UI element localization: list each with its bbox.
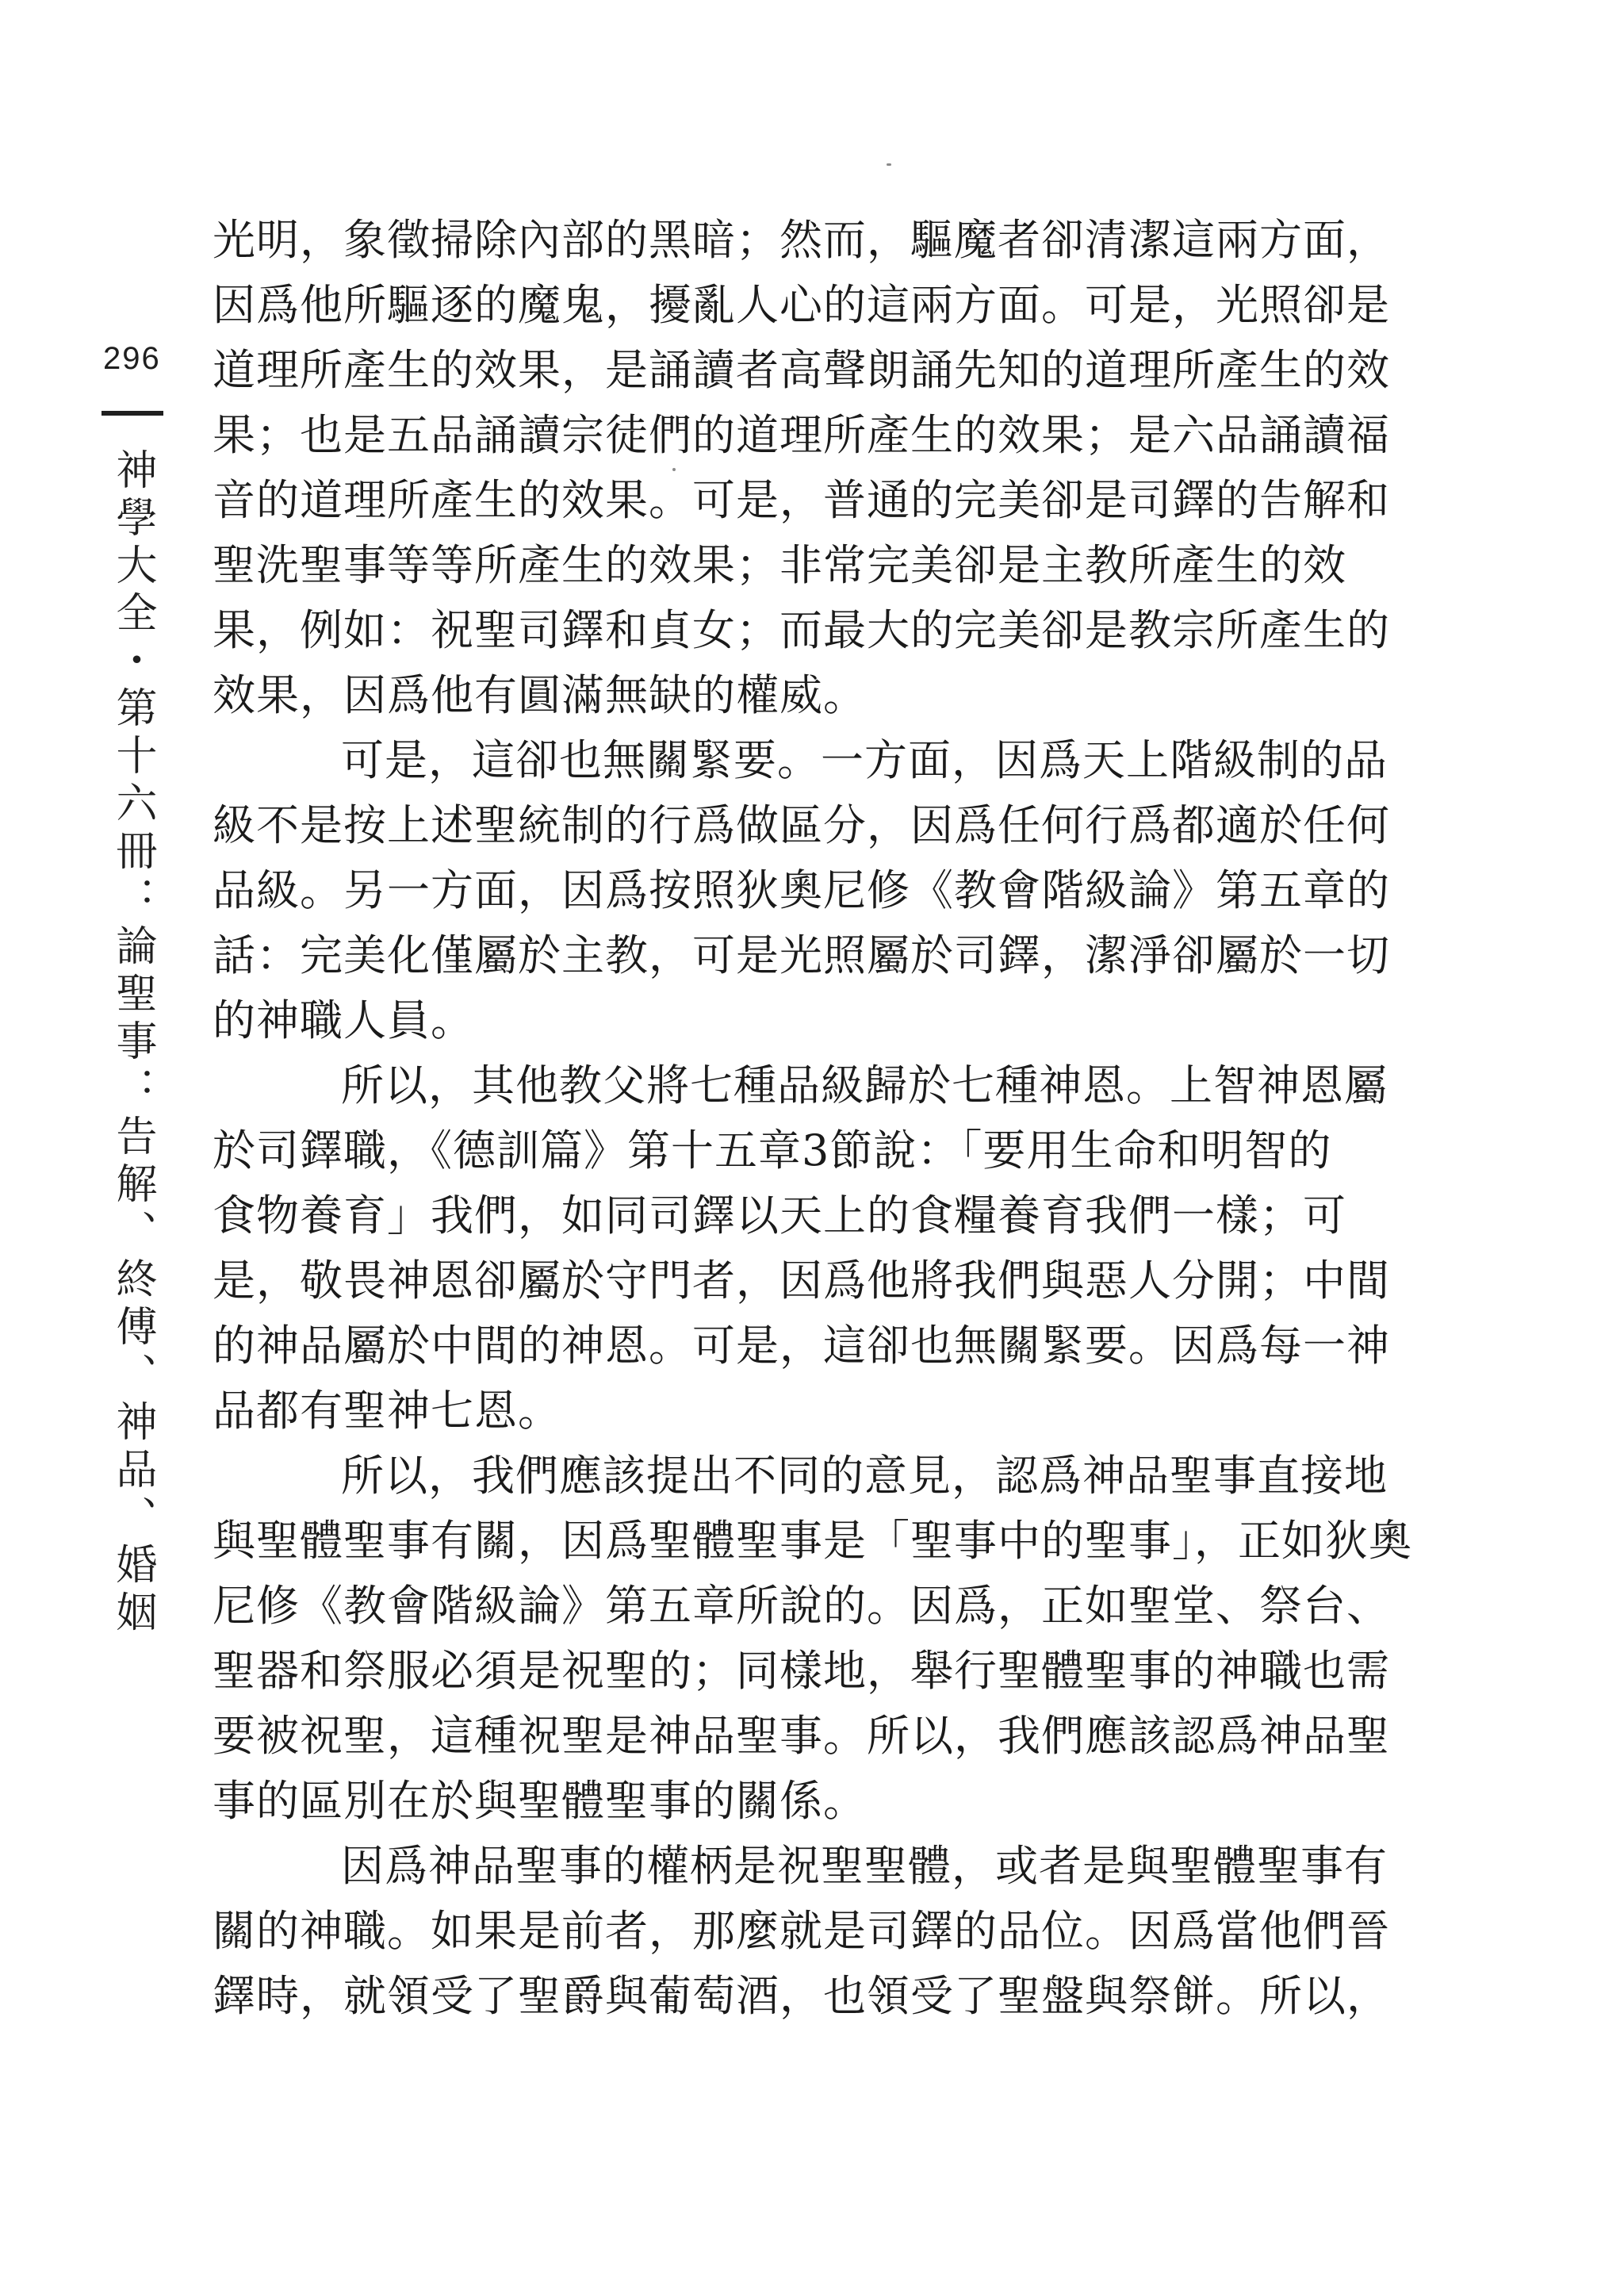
paragraph <box>213 1053 1390 1444</box>
text-line: 食物養育」我們，如同司鐸以天上的食糧養育我們一樣；可 <box>213 1191 1346 1240</box>
text-line: 品都有聖神七恩。 <box>213 1386 561 1436</box>
text-line: 尼修《教會階級論》第五章所說的。因爲，正如聖堂、祭台、 <box>213 1581 1390 1631</box>
running-title: 神學大全・第十六冊：論聖事：告解、終傅、神品、婚姻 <box>109 448 156 1638</box>
text-line: 聖器和祭服必須是祝聖的；同樣地，舉行聖體聖事的神職也需 <box>213 1646 1390 1696</box>
text-line: 果，例如：祝聖司鐸和貞女；而最大的完美卻是教宗所產生的 <box>213 605 1390 655</box>
text-line: 聖洗聖事等等所產生的效果；非常完美卻是主教所產生的效 <box>213 540 1346 590</box>
text-line: 音的道理所產生的效果。可是，普通的完美卻是司鐸的告解和 <box>213 475 1390 525</box>
paragraph <box>213 1444 1412 1834</box>
text-line: 的神品屬於中間的神恩。可是，這卻也無關緊要。因爲每一神 <box>213 1321 1390 1371</box>
text-line: 可是，這卻也無關緊要。一方面，因爲天上階級制的品 <box>341 735 1388 785</box>
text-line: 關的神職。如果是前者，那麼就是司鐸的品位。因爲當他們晉 <box>213 1906 1390 1956</box>
text-line: 效果，因爲他有圓滿無缺的權威。 <box>213 670 867 720</box>
text-line: 道理所產生的效果，是誦讀者高聲朗誦先知的道理所產生的效 <box>213 345 1390 395</box>
text-line: 所以，其他教父將七種品級歸於七種神恩。上智神恩屬 <box>341 1060 1388 1110</box>
paragraph <box>213 208 1390 728</box>
text-line: 話：完美化僅屬於主教，可是光照屬於司鐸，潔淨卻屬於一切 <box>213 930 1390 980</box>
paragraph <box>213 1834 1390 2029</box>
text-line: 品級。另一方面，因爲按照狄奧尼修《教會階級論》第五章的 <box>213 865 1390 915</box>
text-line: 與聖體聖事有關，因爲聖體聖事是「聖事中的聖事」，正如狄奧 <box>213 1516 1412 1566</box>
text-line: 要被祝聖，這種祝聖是神品聖事。所以，我們應該認爲神品聖 <box>213 1711 1390 1761</box>
paragraph <box>213 728 1390 1053</box>
scan-speck <box>887 163 891 166</box>
text-line: 因爲他所驅逐的魔鬼，擾亂人心的這兩方面。可是，光照卻是 <box>213 280 1390 330</box>
text-line: 鐸時，就領受了聖爵與葡萄酒，也領受了聖盤與祭餅。所以， <box>213 1971 1390 2021</box>
margin-rule <box>102 411 163 416</box>
text-line: 的神職人員。 <box>213 995 474 1045</box>
text-line: 於司鐸職，《德訓篇》第十五章3節說：「要用生命和明智的 <box>213 1125 1332 1175</box>
body-text <box>213 208 1412 2029</box>
text-line: 事的區別在於與聖體聖事的關係。 <box>213 1776 867 1826</box>
text-line: 光明，象徵掃除內部的黑暗；然而，驅魔者卻清潔這兩方面， <box>213 215 1390 265</box>
text-line: 所以，我們應該提出不同的意見，認爲神品聖事直接地 <box>341 1451 1388 1501</box>
text-line: 果；也是五品誦讀宗徒們的道理所產生的效果；是六品誦讀福 <box>213 410 1390 460</box>
page-number: 296 <box>103 341 161 376</box>
text-line: 是，敬畏神恩卻屬於守門者，因爲他將我們與惡人分開；中間 <box>213 1256 1390 1306</box>
text-line: 級不是按上述聖統制的行爲做區分，因爲任何行爲都適於任何 <box>213 800 1390 850</box>
text-line: 因爲神品聖事的權柄是祝聖聖體，或者是與聖體聖事有 <box>341 1841 1388 1891</box>
